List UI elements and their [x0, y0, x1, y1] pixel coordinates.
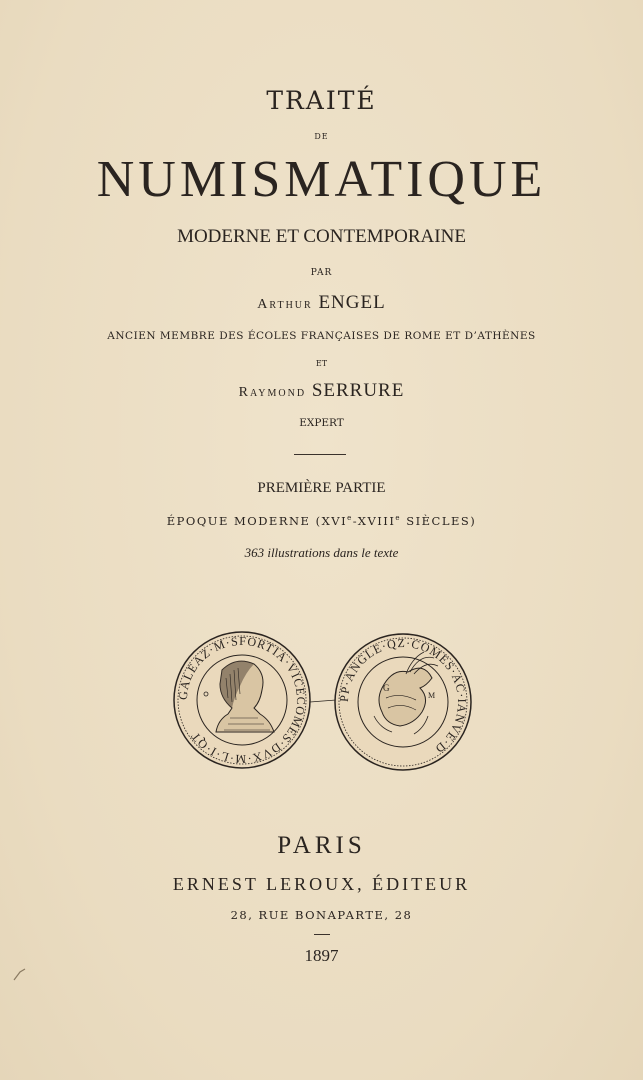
author2-first: Raymond [238, 385, 307, 400]
author1-role: ANCIEN MEMBRE DES ÉCOLES FRANÇAISES DE ROME ET D’ATHÈNES [107, 330, 536, 342]
paper-mark [12, 966, 28, 982]
divider-rule-small [314, 934, 330, 935]
svg-text:G: G [383, 683, 390, 693]
title-de: DE [314, 132, 329, 141]
coin-illustration [170, 628, 475, 773]
epoch-suffix: SIÈCLES) [401, 514, 477, 528]
author2-last: SERRURE [311, 380, 405, 401]
publisher-city: PARIS [277, 832, 366, 859]
et-label: ET [315, 359, 328, 368]
author1-first: Arthur [257, 297, 313, 312]
divider-rule [294, 454, 346, 455]
epoch-line [0, 514, 643, 528]
coin-obverse [174, 632, 310, 768]
par-label: PAR [310, 268, 333, 278]
subtitle: MODERNE ET CONTEMPORAINE [177, 226, 466, 247]
author-serrure [0, 380, 643, 402]
epoch-sup1: e [347, 514, 353, 522]
title-traite: TRAITÉ [266, 86, 377, 115]
coin-reverse [335, 634, 471, 770]
epoch-sup2: e [395, 514, 402, 522]
illustrations-note: 363 illustrations dans le texte [244, 545, 399, 560]
author-engel [0, 292, 643, 314]
reverse-legend: PP·ANGLE·QZ·COMES·AC·IANVE·D [336, 635, 470, 757]
publisher-name: ERNEST LEROUX, ÉDITEUR [172, 874, 471, 894]
part-label: PREMIÈRE PARTIE [257, 480, 386, 496]
epoch-prefix: ÉPOQUE MODERNE (XVI [166, 514, 348, 528]
author1-last: ENGEL [318, 292, 386, 313]
epoch-mid: -XVIII [352, 514, 396, 528]
obverse-legend: GALEAZ·M·SFORTIA·VICECOMES·DVX·M·L·I·QT [175, 633, 309, 767]
publication-year: 1897 [304, 946, 339, 965]
svg-text:M: M [428, 691, 436, 700]
publisher-address: 28, RUE BONAPARTE, 28 [230, 908, 413, 922]
author2-role: EXPERT [299, 417, 344, 429]
title-main: NUMISMATIQUE [96, 151, 547, 208]
